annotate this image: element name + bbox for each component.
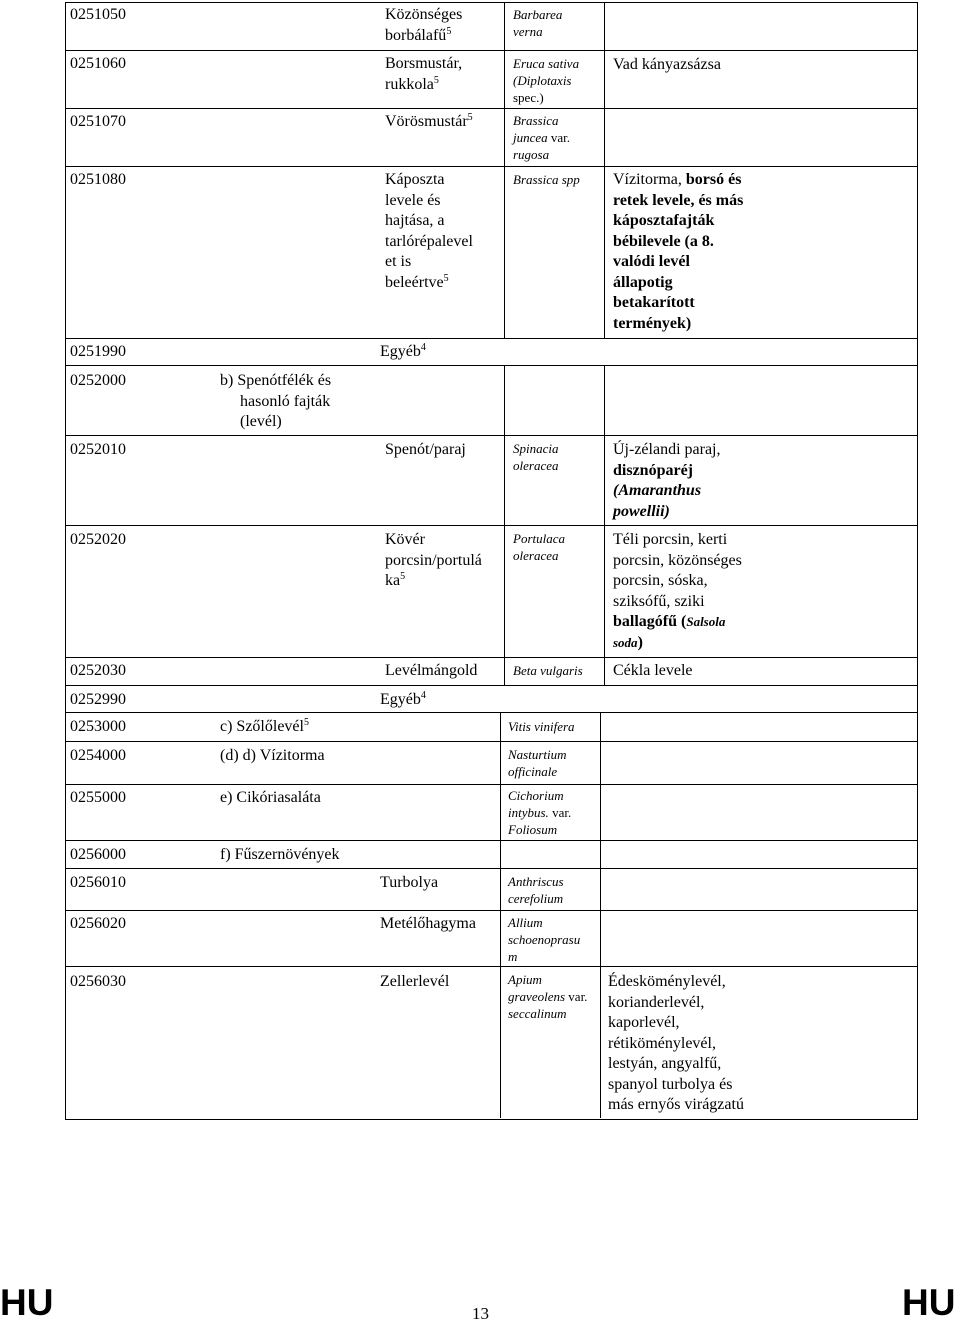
- column-divider: [504, 365, 505, 435]
- column-divider: [600, 712, 601, 1118]
- column-divider: [500, 712, 501, 1118]
- product-name: Borsmustár, rukkola$^5$: [385, 55, 463, 93]
- row-code: 0256000: [70, 846, 126, 863]
- latin-name: Beta vulgaris: [513, 663, 583, 678]
- product-name: Vörösmustár$^5$: [385, 112, 473, 130]
- product-name: Egyéb$^4$: [380, 342, 426, 360]
- row-divider: [65, 741, 918, 742]
- group-name: (d) d) Vízitorma: [220, 747, 325, 764]
- other-products: Új-zélandi paraj, disznóparéj (Amaranthus powellii): [613, 441, 721, 520]
- row-code: 0251070: [70, 113, 126, 130]
- group-name: f) Fűszernövények: [220, 846, 340, 863]
- row-code: 0255000: [70, 789, 126, 806]
- latin-name: Portulaca oleracea: [513, 531, 565, 563]
- latin-name: Vitis vinifera: [508, 719, 575, 734]
- row-divider: [65, 365, 918, 366]
- latin-name: Apium graveolens var. seccalinum: [508, 972, 588, 1021]
- row-code: 0256030: [70, 973, 126, 990]
- other-products: Téli porcsin, kerti porcsin, közönséges porcsin, sóska, sziksófű, sziki ballagófű (Salsola soda): [613, 531, 742, 651]
- food-classification-table: [65, 2, 918, 1120]
- row-code: 0251050: [70, 6, 126, 23]
- row-divider: [65, 338, 918, 339]
- column-divider: [504, 435, 505, 685]
- row-divider: [65, 712, 918, 713]
- latin-name: Nasturtium officinale: [508, 747, 567, 779]
- latin-name: Brassica juncea var. rugosa: [513, 113, 571, 162]
- row-code: 0252990: [70, 691, 126, 708]
- column-divider: [604, 435, 605, 685]
- product-name: Levélmángold: [385, 662, 478, 679]
- row-divider: [65, 166, 918, 167]
- column-divider: [504, 2, 505, 338]
- column-divider: [604, 2, 605, 338]
- group-name: b) Spenótfélék és hasonló fajták (levél): [220, 372, 332, 430]
- product-name: Metélőhagyma: [380, 915, 476, 932]
- latin-name: Spinacia oleracea: [513, 441, 559, 473]
- group-name: e) Cikóriasaláta: [220, 789, 321, 806]
- other-products: Vízitorma, borsó és retek levele, és más káposztafajták bébilevele (a 8. valódi levél állapotig betakarított termények): [613, 171, 744, 332]
- product-name: Zellerlevél: [380, 973, 450, 990]
- latin-name: Cichorium intybus. var. Foliosum: [508, 788, 572, 837]
- row-code: 0251080: [70, 171, 126, 188]
- row-code: 0256010: [70, 874, 126, 891]
- row-divider: [65, 868, 918, 869]
- row-code: 0252020: [70, 531, 126, 548]
- row-divider: [65, 108, 918, 109]
- product-name: Káposzta levele és hajtása, a tarlórépalevel et is beleértve$^5$: [385, 171, 473, 291]
- row-code: 0252000: [70, 372, 126, 389]
- row-divider: [65, 910, 918, 911]
- latin-name: Eruca sativa (Diplotaxis spec.): [513, 56, 580, 105]
- row-divider: [65, 685, 918, 686]
- row-divider: [65, 784, 918, 785]
- product-name: Turbolya: [380, 874, 439, 891]
- country-code-right: HU: [902, 1282, 956, 1323]
- latin-name: Brassica spp: [513, 172, 580, 187]
- latin-name: Barbarea verna: [513, 7, 563, 39]
- row-divider: [65, 525, 918, 526]
- row-code: 0256020: [70, 915, 126, 932]
- row-code: 0252010: [70, 441, 126, 458]
- row-code: 0251990: [70, 343, 126, 360]
- row-divider: [65, 50, 918, 51]
- row-code: 0252030: [70, 662, 126, 679]
- other-products: Édesköménylevél, korianderlevél, kaporlevél, rétiköménylevél, lestyán, angyalfű, spanyol turbolya és más ernyős virágzatú: [608, 973, 744, 1113]
- page-number: 13: [472, 1304, 489, 1323]
- other-products: Vad kányazsázsa: [613, 56, 721, 73]
- row-divider: [65, 840, 918, 841]
- row-code: 0254000: [70, 747, 126, 764]
- country-code-left: HU: [0, 1282, 54, 1323]
- row-divider: [65, 966, 918, 967]
- product-name: Kövér porcsin/portulá $ka^5$: [385, 531, 482, 589]
- product-name: Spenót/paraj: [385, 441, 466, 458]
- other-products: Cékla levele: [613, 662, 693, 679]
- latin-name: Anthriscus cerefolium: [508, 874, 564, 906]
- product-name: Egyéb$^4$: [380, 690, 426, 708]
- row-code: 0253000: [70, 718, 126, 735]
- row-divider: [65, 435, 918, 436]
- row-divider: [65, 657, 918, 658]
- latin-name: Allium schoenoprasu m: [508, 915, 581, 964]
- product-name: Közönséges borbálafű$^5$: [385, 6, 463, 44]
- group-name: c) Szőlőlevél$^5$: [220, 717, 309, 735]
- row-code: 0251060: [70, 55, 126, 72]
- column-divider: [604, 365, 605, 435]
